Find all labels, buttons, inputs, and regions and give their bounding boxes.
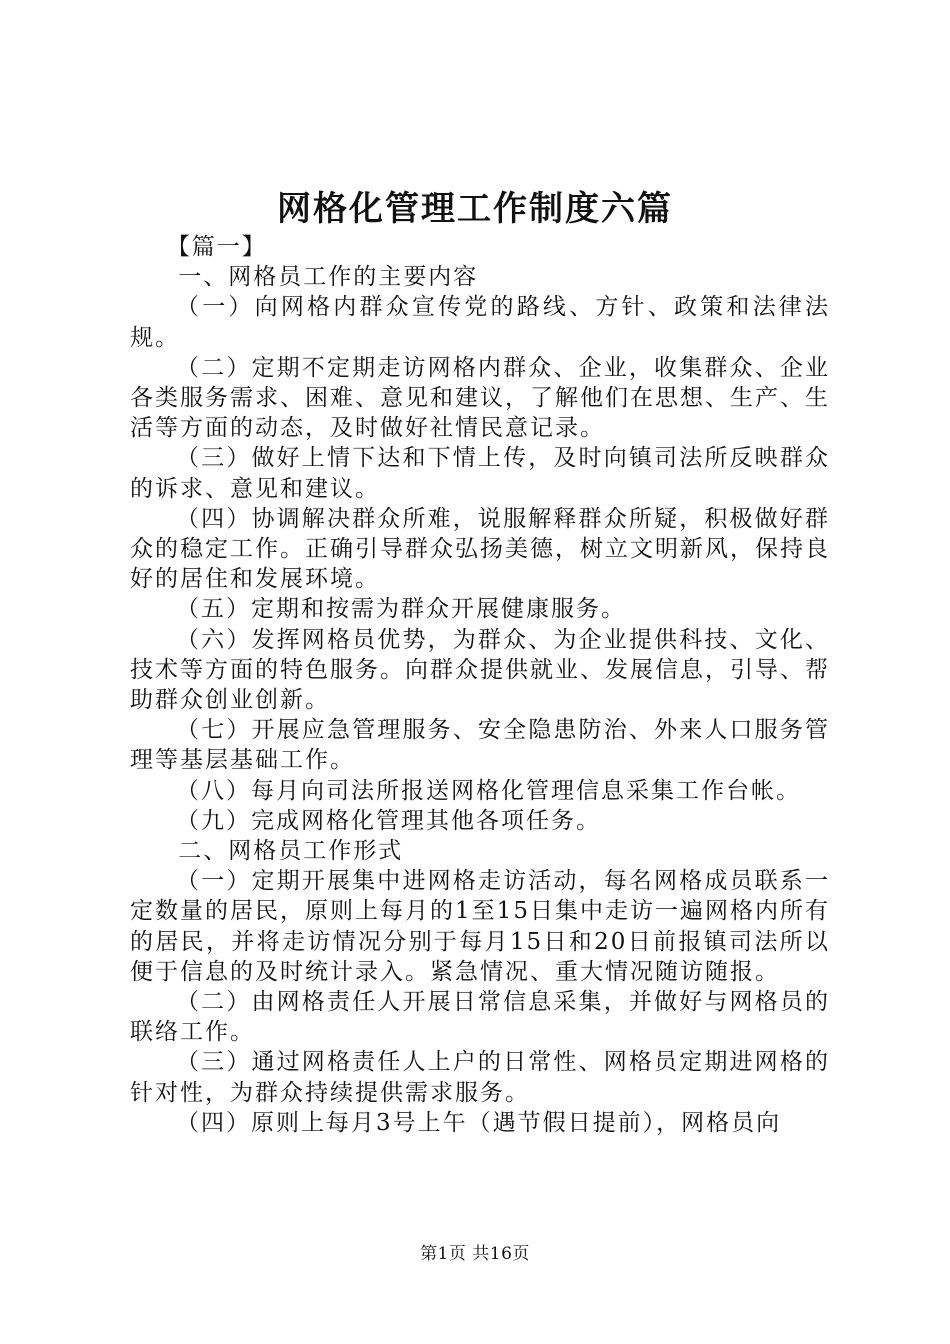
document-title: 网格化管理工作制度六篇 <box>277 189 673 229</box>
chapter-mark: 【篇一】 <box>166 234 267 260</box>
paragraph: （五）定期和按需为群众开展健康服务。 <box>176 596 626 623</box>
document-body <box>130 232 830 1138</box>
paragraph: （九）完成网格化管理其他各项任务。 <box>176 807 601 834</box>
paragraph: （二）由网格责任人开展日常信息采集，并做好与网格员的联络工作。 <box>130 989 830 1046</box>
paragraph: （三）通过网格责任人上户的日常性、网格员定期进网格的针对性，为群众持续提供需求服务。 <box>130 1049 830 1106</box>
paragraph: （三）做好上情下达和下情上传，及时向镇司法所反映群众的诉求、意见和建议。 <box>130 445 830 502</box>
paragraph: （八）每月向司法所报送网格化管理信息采集工作台帐。 <box>176 777 801 804</box>
page-footer: 第1页 共16页 <box>420 1244 530 1264</box>
paragraph: （七）开展应急管理服务、安全隐患防治、外来人口服务管理等基层基础工作。 <box>130 717 830 774</box>
section-heading: 二、网格员工作形式 <box>178 838 404 865</box>
paragraph: （一）定期开展集中进网格走访活动，每名网格成员联系一定数量的居民，原则上每月的1至15日集中走访一遍网格内所有的居民，并将走访情况分别于每月15日和20日前报镇司法所以便于信息的及时统计录入。紧急情况、重大情况随访随报。 <box>130 868 830 985</box>
section-heading: 一、网格员工作的主要内容 <box>178 264 479 291</box>
paragraph: （四）原则上每月3号上午（遇节假日提前），网格员向 <box>176 1109 782 1136</box>
paragraph: （二）定期不定期走访网格内群众、企业，收集群众、企业各类服务需求、困难、意见和建议，了解他们在思想、生产、生活等方面的动态，及时做好社情民意记录。 <box>130 354 830 442</box>
paragraph: （四）协调解决群众所难，说服解释群众所疑，积极做好群众的稳定工作。正确引导群众弘扬美德，树立文明新风，保持良好的居住和发展环境。 <box>130 505 830 593</box>
paragraph: （一）向网格内群众宣传党的路线、方针、政策和法律法规。 <box>130 294 830 351</box>
paragraph: （六）发挥网格员优势，为群众、为企业提供科技、文化、技术等方面的特色服务。向群众提供就业、发展信息，引导、帮助群众创业创新。 <box>130 626 830 714</box>
